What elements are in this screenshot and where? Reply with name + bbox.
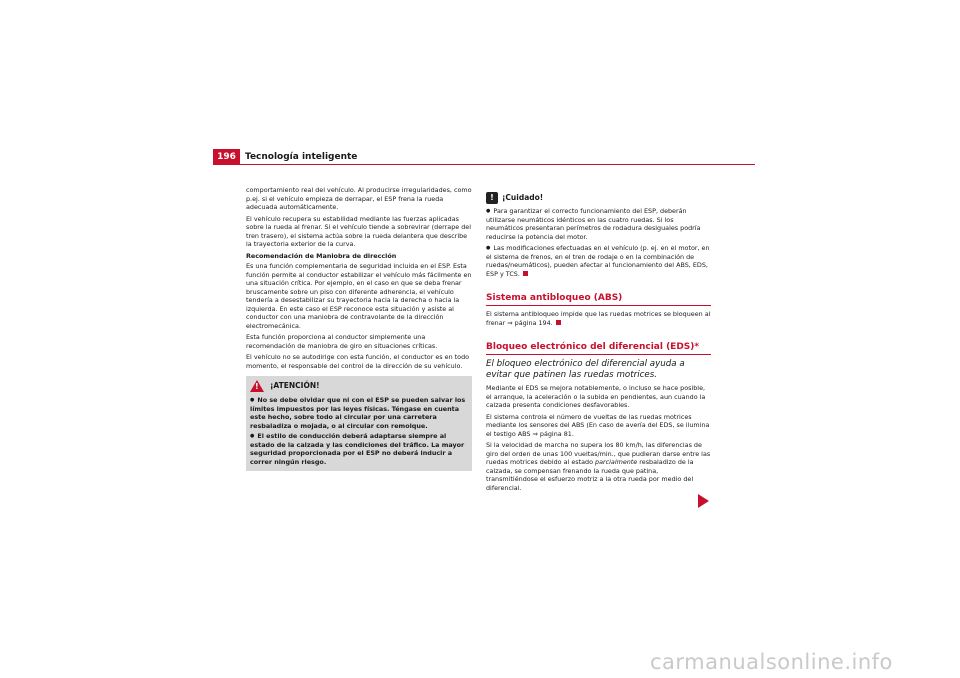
right-column — [486, 192, 711, 495]
emphasis: parcialmente — [595, 458, 638, 466]
caution-icon: ! — [486, 192, 498, 204]
subheading: Recomendación de Maniobra de dirección — [246, 251, 397, 260]
paragraph: El sistema controla el número de vueltas de las ruedas motrices mediante los sensores del ABS (En caso de avería del EDS, se ilumina el testigo ABS ⇒ página 81. — [486, 412, 710, 438]
section-subtitle: El bloqueo electrónico del diferencial ayuda a evitar que patinen las ruedas motrices. — [486, 359, 685, 380]
caution-item: ● Para garantizar el correcto funcionamiento del ESP, deberán utilizarse neumáticos idénticos en las cuatro ruedas. Si los neumáticos presentaran perímetros de rodadura desiguales podría reducirse la potencia del motor. — [486, 207, 711, 241]
watermark: carmanualsonline.info — [650, 650, 893, 674]
paragraph: Esta función proporciona al conductor simplemente una recomendación de maniobra de giro en situaciones críticas. — [246, 333, 438, 350]
warning-triangle-icon: ! — [250, 380, 264, 392]
end-mark-icon — [556, 320, 561, 325]
text-run: Si la velocidad de marcha no supera los 80 km/h, las diferencias de giro del orden de unas 100 vueltas/min., que pudieran darse entre las ruedas motrices debido al estado — [486, 441, 711, 466]
paragraph: El vehículo recupera su estabilidad mediante las fuerzas aplicadas sobre la rueda al frenar. Si el vehículo tiende a sobrevirar (derrape del tren trasero), el sistema actúa sobre la rueda delantera que describe la trayectoria exterior de la curva. — [246, 214, 471, 248]
next-page-arrow-icon[interactable] — [698, 494, 709, 508]
caution-item — [486, 244, 711, 278]
section-title-abs: Sistema antibloqueo (ABS) — [486, 292, 711, 306]
paragraph: El vehículo no se autodirige con esta función, el conductor es en todo momento, el responsable del control de la dirección de su vehículo. — [246, 353, 470, 370]
section-title-eds: Bloqueo electrónico del diferencial (EDS)* — [486, 341, 711, 355]
paragraph — [486, 441, 711, 492]
warning-item: ● No se debe olvidar que ni con el ESP se pueden salvar los límites impuestos por las leyes físicas. Téngase en cuenta este hecho, sobre todo al circular por una carretera resbaladiza o mojada, o al circular con remolque. — [250, 396, 468, 430]
warning-title: ¡ATENCIÓN! — [270, 380, 320, 390]
paragraph: Mediante el EDS se mejora notablemente, o incluso se hace posible, el arranque, la aceleración o la subida en pendientes, aun cuando la calzada presenta condiciones desfavorables. — [486, 384, 706, 409]
abs-text: El sistema antibloqueo impide que las ruedas motrices se bloqueen al frenar ⇒ página 194. — [486, 310, 711, 327]
header-rule — [213, 164, 755, 165]
warning-item: ● El estilo de conducción deberá adaptarse siempre al estado de la calzada y las condiciones del tráfico. La mayor seguridad proporcionada por el ESP no deberá inducir a correr ningún riesgo. — [250, 432, 468, 466]
warning-header — [250, 380, 468, 392]
page-title: Tecnología inteligente — [245, 152, 358, 162]
left-column — [246, 186, 472, 471]
caution-item-text: Las modificaciones efectuadas en el vehículo (p. ej. en el motor, en el sistema de frenos, en el tren de rodaje o en la combinación de ruedas/neumáticos), pueden afectar al funcionamiento del ABS, EDS, ESP y TCS. — [486, 244, 710, 278]
caution-title: ¡Cuidado! — [502, 192, 544, 202]
paragraph: Es una función complementaria de seguridad incluida en el ESP. Esta función permite al conductor estabilizar el vehículo más fácilmente en una situación crítica. Por ejemplo, en el caso en que se deba frenar bruscamente sobre un piso con diferente adherencia, el vehículo tendería a desestabilizar su trayectoria hacia la derecha o hacia la izquierda. En este caso el ESP reconoce esta situación y asiste al conductor con una maniobra de contravolante de la dirección electromecánica. — [246, 262, 472, 330]
paragraph — [486, 310, 711, 327]
warning-box — [246, 376, 472, 471]
page-number: 196 — [213, 149, 240, 165]
caution-header — [486, 192, 711, 204]
paragraph: comportamiento real del vehículo. Al producirse irregularidades, como p.ej. si el vehículo empieza de derrapar, el ESP frena la rueda adecuada automáticamente. — [246, 186, 472, 211]
text-run: resbaladizo de la calzada, se compensan frenando la rueda que patina, transmitiéndose el esfuerzo motriz a la otra rueda por medio del diferencial. — [486, 458, 694, 492]
end-mark-icon — [523, 271, 528, 276]
